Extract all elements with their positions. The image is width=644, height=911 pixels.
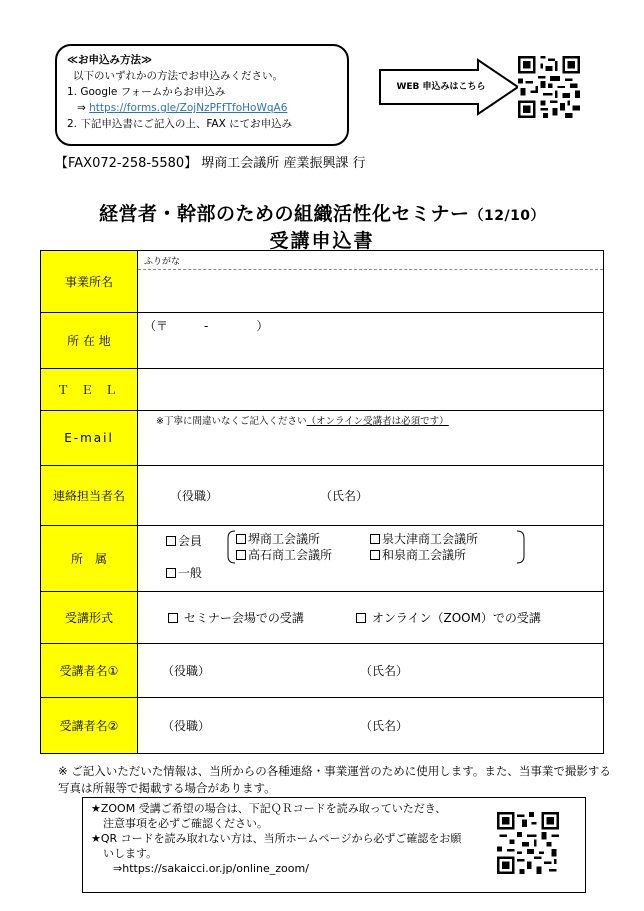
method-title: ≪お申込み方法≫ [67,54,152,66]
affiliation-field [138,526,604,592]
email-field[interactable] [138,411,604,466]
address-row [41,313,604,369]
format-label: 受講形式 [41,592,138,644]
postal-code-template: （〒 - ） [144,319,269,333]
chamber-sakai-option[interactable]: 堺商工会議所 [236,530,320,547]
seminar-title-main: 経営者・幹部のための組織活性化セミナー [98,203,470,225]
address-label: 所 在 地 [41,313,138,369]
zoom-line-3: ★QR コードを読み取れない方は、当所ホームページから必ずご確認をお願 [91,832,462,845]
application-method-box [55,44,349,146]
method-intro: 以下のいずれかの方法でお申込みください。 [73,70,283,82]
format-field [138,592,604,644]
contact-row [41,466,604,526]
email-note: ※丁寧に間違いなくご記入ください（オンライン受講者は必須です） [156,416,449,427]
online-option[interactable]: オンライン（ZOOM）での受講 [356,609,541,626]
tel-field[interactable] [138,369,604,411]
affiliation-label: 所 属 [41,526,138,592]
contact-field[interactable] [138,466,604,526]
attendee2-row [41,698,604,754]
address-field[interactable] [138,313,604,369]
attendee2-label: 受講者名② [41,698,138,754]
google-form-link[interactable]: https://forms.gle/ZojNzPFfTfoHoWqA6 [89,102,288,114]
zoom-line-2: 注意事項を必ずご確認ください。 [103,817,268,830]
chamber-sakai-checkbox[interactable] [236,534,246,544]
chamber-izumi-option[interactable]: 和泉商工会議所 [370,546,466,563]
zoom-line-1: ★ZOOM 受講ご希望の場合は、下記ＱＲコードを読み取っていただき、 [91,802,447,815]
zoom-qr-code-icon[interactable] [497,812,559,874]
chamber-takaishi-checkbox[interactable] [236,550,246,560]
online-checkbox[interactable] [356,613,366,623]
qr-code-icon[interactable] [518,56,580,118]
company-row [41,251,604,313]
attendee1-position-label: （役職） [162,664,211,678]
attendee2-name-label: （氏名） [360,719,409,733]
member-option[interactable]: 会員 [166,532,202,549]
format-row [41,592,604,644]
zoom-line-4: いします。 [103,847,158,860]
chamber-izumiotsu-checkbox[interactable] [370,534,380,544]
fax-recipient-line: 【FAX072-258-5580】 堺商工会議所 産業振興課 行 [55,156,366,171]
attendee2-field[interactable] [138,698,604,754]
link-arrow: ⇒ [77,102,86,114]
chamber-izumiotsu-option[interactable]: 泉大津商工会議所 [370,530,478,547]
tel-label: Ｔ Ｅ Ｌ [41,369,138,411]
web-arrow-label: WEB 申込みはこちら [396,82,486,92]
email-label: E-mail [41,411,138,466]
venue-option[interactable]: セミナー会場での受講 [138,609,356,626]
attendee1-field[interactable] [138,644,604,698]
non-member-checkbox[interactable] [166,568,176,578]
non-member-option[interactable]: 一般 [166,564,202,581]
attendee1-label: 受講者名① [41,644,138,698]
left-bracket-icon [226,530,236,564]
tel-row [41,369,604,411]
chamber-izumi-checkbox[interactable] [370,550,380,560]
contact-label: 連絡担当者名 [41,466,138,526]
attendee1-name-label: （氏名） [360,664,409,678]
attendee1-row [41,644,604,698]
right-bracket-icon [516,530,526,564]
company-field[interactable] [138,251,604,313]
chamber-takaishi-option[interactable]: 高石商工会議所 [236,546,332,563]
application-form-table [40,250,604,754]
contact-position-label: （役職） [170,489,219,503]
seminar-title [0,199,644,226]
form-title: 受講申込書 [269,230,375,252]
venue-checkbox[interactable] [168,613,178,623]
company-label: 事業所名 [41,251,138,313]
seminar-date: （12/10） [469,208,546,224]
furigana-label: ふりがな [138,251,603,270]
privacy-note: ※ ご記入いただいた情報は、当所からの各種連絡・事業運営のために使用します。また、当事業で撮影する写真は所報等で掲載する場合があります。 [58,764,611,795]
method-option-1: 1. Google フォームからお申込み [67,86,226,98]
member-checkbox[interactable] [166,536,176,546]
method-option-2: 2. 下記申込書にご記入の上、FAX にてお申込み [67,118,293,130]
contact-name-label: （氏名） [320,489,369,503]
attendee2-position-label: （役職） [162,719,211,733]
affiliation-row [41,526,604,592]
zoom-url[interactable]: ⇒https://sakaicci.or.jp/online_zoom/ [113,862,309,875]
email-row [41,411,604,466]
